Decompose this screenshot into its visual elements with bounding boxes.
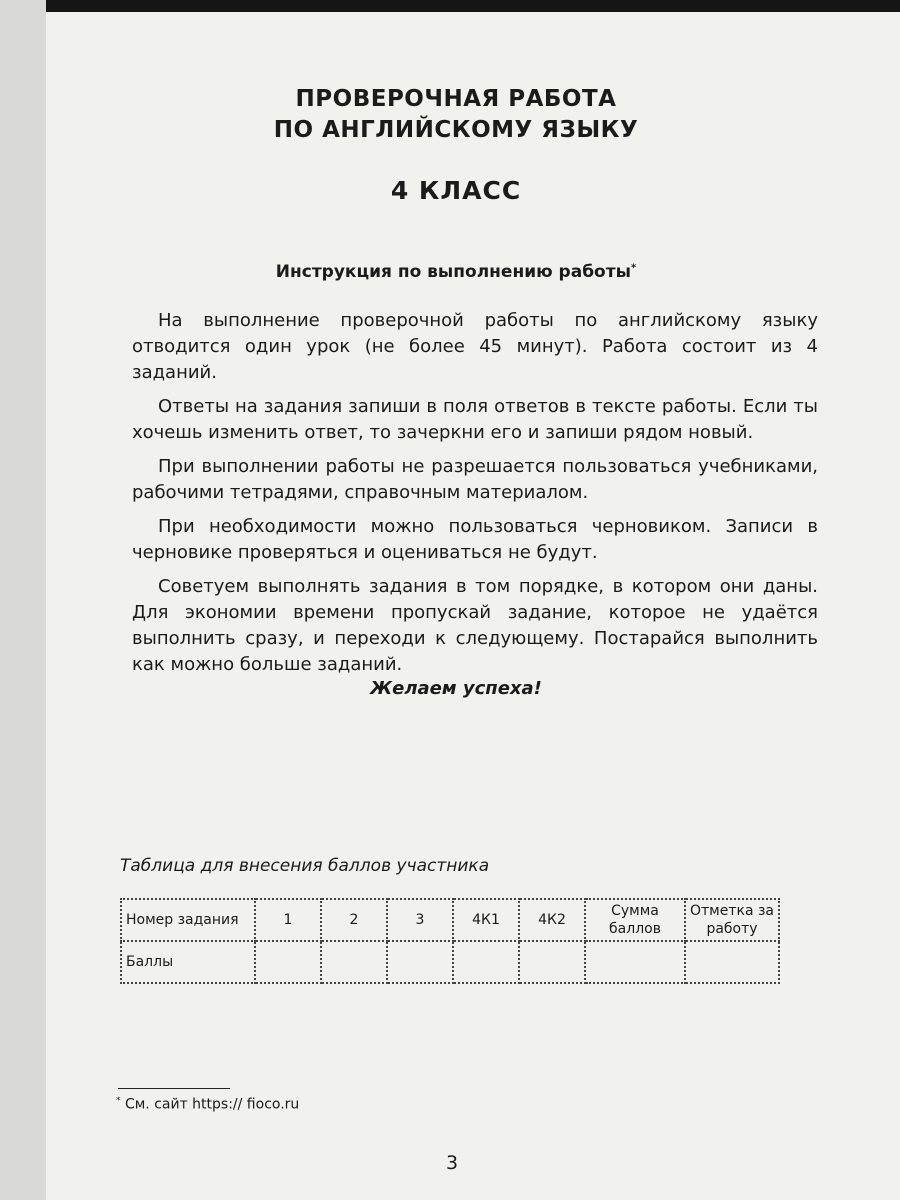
footnote-text: См. сайт https:// fioco.ru bbox=[124, 1096, 300, 1113]
footnote-marker: * bbox=[116, 1096, 121, 1106]
header-cell-task-1: 1 bbox=[255, 899, 321, 941]
header-cell-task-4k1: 4К1 bbox=[453, 899, 519, 941]
score-cell-grade[interactable] bbox=[685, 941, 779, 983]
footnote bbox=[116, 1096, 299, 1113]
header-cell-task-4k2: 4К2 bbox=[519, 899, 585, 941]
instruction-paragraph: На выполнение проверочной работы по английскому языку отводится один урок (не более 45 минут). Работа состоит из 4 заданий. bbox=[132, 310, 818, 383]
score-cell-total[interactable] bbox=[585, 941, 685, 983]
title-line-2: ПО АНГЛИЙСКОМУ ЯЗЫКУ bbox=[273, 117, 639, 143]
table-caption: Таблица для внесения баллов участника bbox=[120, 856, 490, 876]
header-cell-grade: Отметка за работу bbox=[685, 899, 779, 941]
score-cell-2[interactable] bbox=[321, 941, 387, 983]
score-cell-4k1[interactable] bbox=[453, 941, 519, 983]
instructions-heading-text: Инструкция по выполнению работы bbox=[275, 262, 631, 282]
row-label-points: Баллы bbox=[121, 941, 255, 983]
instruction-paragraph: При выполнении работы не разрешается пользоваться учебниками, рабочими тетрадями, справочным материалом. bbox=[132, 456, 818, 503]
page-number: 3 bbox=[445, 1152, 459, 1174]
header-cell-task-number: Номер задания bbox=[121, 899, 255, 941]
good-luck-wish: Желаем успеха! bbox=[370, 678, 542, 699]
instruction-paragraph: Советуем выполнять задания в том порядке, в котором они даны. Для экономии времени пропускай задание, которое не удаётся выполнить сразу, и переходи к следующему. Постарайся выполнить как можно больше заданий. bbox=[132, 576, 818, 675]
top-edge-shadow bbox=[46, 0, 900, 12]
scores-table bbox=[120, 898, 780, 984]
table-header-row bbox=[121, 899, 779, 941]
footnote-divider bbox=[118, 1088, 230, 1089]
score-cell-3[interactable] bbox=[387, 941, 453, 983]
footnote-marker: * bbox=[630, 262, 637, 274]
instruction-paragraph: При необходимости можно пользоваться черновиком. Записи в черновике проверяться и оцениваться не будут. bbox=[132, 516, 818, 563]
page-edge-left bbox=[0, 0, 46, 1200]
score-cell-4k2[interactable] bbox=[519, 941, 585, 983]
header-cell-total: Сумма баллов bbox=[585, 899, 685, 941]
header-cell-task-3: 3 bbox=[387, 899, 453, 941]
instructions-body bbox=[132, 308, 818, 686]
instructions-heading bbox=[46, 262, 866, 282]
grade-heading: 4 КЛАСС bbox=[390, 176, 522, 205]
title-line-1: ПРОВЕРОЧНАЯ РАБОТА bbox=[295, 86, 617, 112]
table-row bbox=[121, 941, 779, 983]
document-page bbox=[46, 0, 900, 1200]
score-cell-1[interactable] bbox=[255, 941, 321, 983]
header-cell-task-2: 2 bbox=[321, 899, 387, 941]
instruction-paragraph: Ответы на задания запиши в поля ответов в тексте работы. Если ты хочешь изменить ответ, то зачеркни его и запиши рядом новый. bbox=[132, 396, 818, 443]
